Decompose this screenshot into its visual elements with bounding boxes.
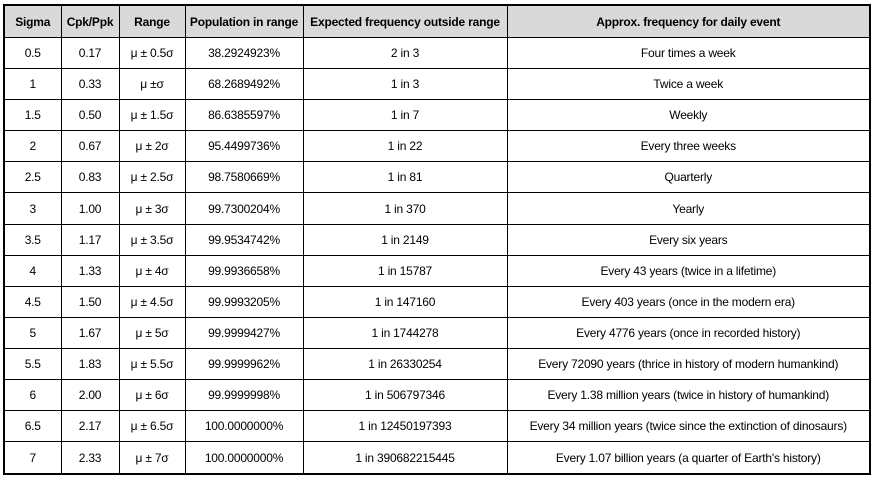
table-row [4, 131, 870, 162]
cell-sigma: 4 [4, 255, 61, 286]
cell-cpk: 1.67 [61, 317, 119, 348]
cell-population: 99.9936658% [185, 255, 303, 286]
cell-range: μ ± 5σ [119, 317, 185, 348]
column-header-population: Population in range [185, 5, 303, 38]
cell-cpk: 1.83 [61, 348, 119, 379]
cell-population: 100.0000000% [185, 411, 303, 442]
table-row [4, 411, 870, 442]
cell-population: 86.6385597% [185, 100, 303, 131]
table-row [4, 193, 870, 224]
sigma-frequency-sheet [3, 4, 871, 475]
cell-cpk: 0.17 [61, 38, 119, 69]
cell-sigma: 1 [4, 69, 61, 100]
cell-range: μ ± 4.5σ [119, 286, 185, 317]
cell-daily: Weekly [507, 100, 870, 131]
table-row [4, 100, 870, 131]
cell-sigma: 4.5 [4, 286, 61, 317]
column-header-expected: Expected frequency outside range [303, 5, 507, 38]
cell-sigma: 7 [4, 442, 61, 474]
cell-daily: Every 1.38 million years (twice in history of humankind) [507, 380, 870, 411]
cell-sigma: 5 [4, 317, 61, 348]
cell-sigma: 6 [4, 380, 61, 411]
cell-expected: 2 in 3 [303, 38, 507, 69]
cell-range: μ ± 0.5σ [119, 38, 185, 69]
cell-daily: Every three weeks [507, 131, 870, 162]
cell-cpk: 0.83 [61, 162, 119, 193]
cell-range: μ ± 1.5σ [119, 100, 185, 131]
cell-expected: 1 in 370 [303, 193, 507, 224]
table-row [4, 255, 870, 286]
cell-expected: 1 in 22 [303, 131, 507, 162]
column-header-daily: Approx. frequency for daily event [507, 5, 870, 38]
cell-expected: 1 in 3 [303, 69, 507, 100]
cell-sigma: 1.5 [4, 100, 61, 131]
cell-range: μ ±σ [119, 69, 185, 100]
cell-expected: 1 in 81 [303, 162, 507, 193]
cell-sigma: 2.5 [4, 162, 61, 193]
cell-daily: Yearly [507, 193, 870, 224]
cell-daily: Every 4776 years (once in recorded history) [507, 317, 870, 348]
cell-population: 99.7300204% [185, 193, 303, 224]
cell-expected: 1 in 15787 [303, 255, 507, 286]
cell-expected: 1 in 26330254 [303, 348, 507, 379]
cell-sigma: 3.5 [4, 224, 61, 255]
table-row [4, 286, 870, 317]
cell-population: 99.9534742% [185, 224, 303, 255]
cell-expected: 1 in 1744278 [303, 317, 507, 348]
table-header [4, 5, 870, 38]
cell-cpk: 2.33 [61, 442, 119, 474]
cell-range: μ ± 2σ [119, 131, 185, 162]
cell-sigma: 2 [4, 131, 61, 162]
table-row [4, 442, 870, 474]
cell-cpk: 1.17 [61, 224, 119, 255]
cell-cpk: 1.33 [61, 255, 119, 286]
cell-expected: 1 in 506797346 [303, 380, 507, 411]
cell-range: μ ± 6σ [119, 380, 185, 411]
column-header-cpk: Cpk/Ppk [61, 5, 119, 38]
table-body [4, 38, 870, 475]
cell-cpk: 2.17 [61, 411, 119, 442]
cell-range: μ ± 3σ [119, 193, 185, 224]
cell-expected: 1 in 147160 [303, 286, 507, 317]
cell-expected: 1 in 7 [303, 100, 507, 131]
cell-daily: Four times a week [507, 38, 870, 69]
cell-daily: Every 34 million years (twice since the extinction of dinosaurs) [507, 411, 870, 442]
cell-population: 99.9993205% [185, 286, 303, 317]
cell-expected: 1 in 2149 [303, 224, 507, 255]
cell-population: 38.2924923% [185, 38, 303, 69]
cell-cpk: 0.33 [61, 69, 119, 100]
table-row [4, 69, 870, 100]
cell-daily: Twice a week [507, 69, 870, 100]
cell-population: 99.9999427% [185, 317, 303, 348]
cell-daily: Every 403 years (once in the modern era) [507, 286, 870, 317]
cell-range: μ ± 7σ [119, 442, 185, 474]
table-row [4, 317, 870, 348]
cell-population: 98.7580669% [185, 162, 303, 193]
table-row [4, 224, 870, 255]
cell-cpk: 1.00 [61, 193, 119, 224]
cell-cpk: 0.50 [61, 100, 119, 131]
cell-daily: Every 1.07 billion years (a quarter of Earth's history) [507, 442, 870, 474]
cell-population: 99.9999998% [185, 380, 303, 411]
cell-daily: Every 72090 years (thrice in history of modern humankind) [507, 348, 870, 379]
cell-sigma: 6.5 [4, 411, 61, 442]
cell-range: μ ± 3.5σ [119, 224, 185, 255]
cell-daily: Quarterly [507, 162, 870, 193]
cell-population: 95.4499736% [185, 131, 303, 162]
cell-cpk: 0.67 [61, 131, 119, 162]
cell-range: μ ± 6.5σ [119, 411, 185, 442]
table-row [4, 38, 870, 69]
cell-sigma: 0.5 [4, 38, 61, 69]
cell-expected: 1 in 12450197393 [303, 411, 507, 442]
column-header-range: Range [119, 5, 185, 38]
cell-cpk: 1.50 [61, 286, 119, 317]
sigma-frequency-table [3, 4, 871, 475]
cell-range: μ ± 2.5σ [119, 162, 185, 193]
cell-daily: Every 43 years (twice in a lifetime) [507, 255, 870, 286]
cell-population: 100.0000000% [185, 442, 303, 474]
cell-population: 68.2689492% [185, 69, 303, 100]
cell-daily: Every six years [507, 224, 870, 255]
cell-range: μ ± 4σ [119, 255, 185, 286]
cell-sigma: 3 [4, 193, 61, 224]
cell-cpk: 2.00 [61, 380, 119, 411]
table-row [4, 380, 870, 411]
column-header-sigma: Sigma [4, 5, 61, 38]
cell-range: μ ± 5.5σ [119, 348, 185, 379]
cell-expected: 1 in 390682215445 [303, 442, 507, 474]
cell-sigma: 5.5 [4, 348, 61, 379]
table-row [4, 162, 870, 193]
cell-population: 99.9999962% [185, 348, 303, 379]
header-row [4, 5, 870, 38]
table-row [4, 348, 870, 379]
